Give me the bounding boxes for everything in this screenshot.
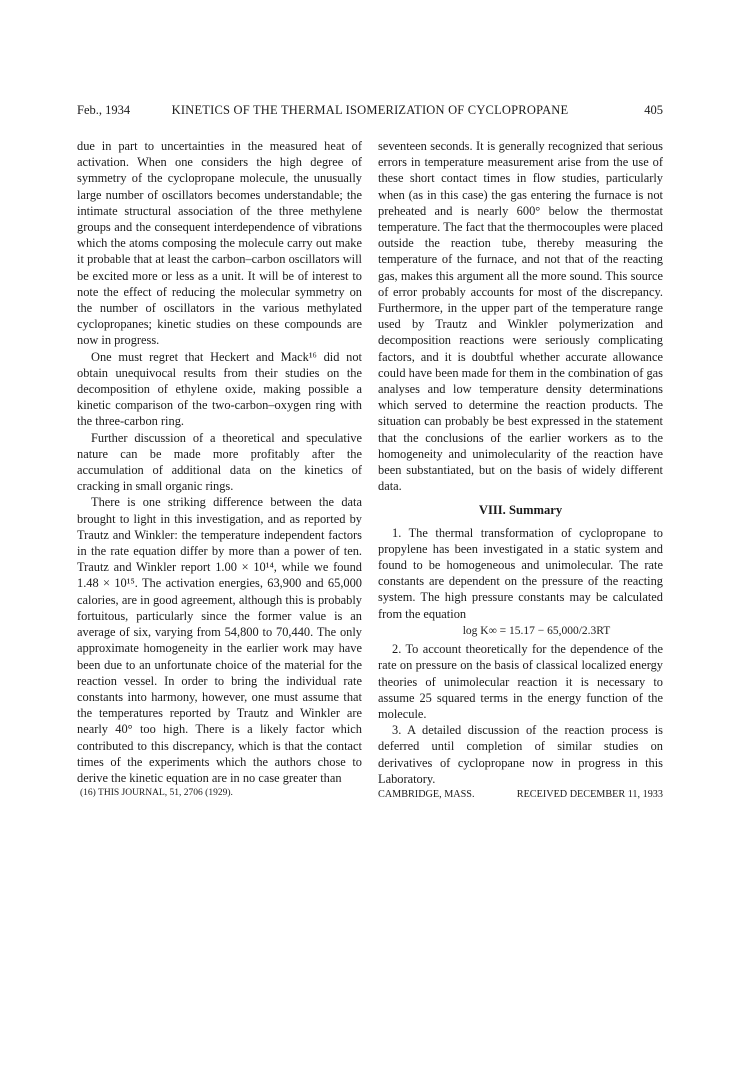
signature-received-date: RECEIVED DECEMBER 11, 1933 <box>516 788 663 800</box>
summary-item-3: 3. A detailed discussion of the reaction process is deferred until completion of similar studies on derivatives of cyclopropane now in progress in this Laboratory. <box>378 723 663 786</box>
left-paragraph-4: There is one striking difference between the data brought to light in this investigation, and as reported by Trautz and Winkler: the temperature independent factors in the rate equation differ by more than a power of ten. Trautz and Winkler report 1.00 × 10¹⁴, while we found 1.48 × 10¹⁵. The activation energies, 63,900 and 65,000 calories, are in good agreement, although this is probably fortuitous, particularly since the former value is an average of six, varying from 54,800 to 70,440. The only approximate homogeneity in the earlier work may have been due to an unfortunate choice of the material for the reaction vessel. In order to bring the individual rate constants into harmony, however, one must assume that the temperatures reported by Trautz and Winkler are nearly 40° too high. There is a likely factor which contributed to this discrepancy, which is that the contact times of the experiments which the authors chose to derive the kinetic equation are in no case greater than <box>77 495 362 785</box>
footnote-16: (16) THIS JOURNAL, 51, 2706 (1929). <box>80 788 233 799</box>
header-title: KINETICS OF THE THERMAL ISOMERIZATION OF CYCLOPROPANE <box>171 103 569 117</box>
section-heading-summary: VIII. Summary <box>478 503 563 518</box>
left-paragraph-1: due in part to uncertainties in the measured heat of activation. When one considers the high degree of symmetry of the cyclopropane molecule, the unusually large number of oscillators becomes understandable; the intimate structural association of the three methylene groups and the consequent interdependence of vibrations which the atoms composing the molecule carry out make it probable that at least the carbon–carbon oscillators will be excited more or less as a unit. It will be of interest to note the effect of reducing the molecular symmetry on the number of oscillators in the various methylated cyclopropanes; kinetic studies on these compounds are now in progress. <box>77 139 362 348</box>
left-paragraph-3: Further discussion of a theoretical and speculative nature can be made more profitably after the accumulation of additional data on the kinetics of cracking in small organic rings. <box>77 430 362 494</box>
summary-item-2: 2. To account theoretically for the dependence of the rate on pressure on the basis of classical localized energy theories of unimolecular reaction it is necessary to assume 25 squared terms in the energy function of the molecule. <box>378 642 663 721</box>
left-paragraph-2: One must regret that Heckert and Mack¹⁶ did not obtain unequivocal results from their studies on the decomposition of ethylene oxide, making possible a kinetic comparison of the two-carbon–oxygen ring with the three-carbon ring. <box>77 349 362 429</box>
page-number: 405 <box>644 103 663 117</box>
right-paragraph-1: seventeen seconds. It is generally recognized that serious errors in temperature measurement arise from the use of these short contact times in flow studies, particularly when (as in this case) the gas entering the furnace is not preheated and is nearly 600° below the thermostat temperature. The fact that the thermocouples were placed outside the reaction tube, thereby measuring the temperature of the furnace, and not that of the reacting gas, makes this argument all the more sound. This source of error probably accounts for most of the discrepancy. Furthermore, in the upper part of the temperature range used by Trautz and Winkler polymerization and decomposition reactions were seriously complicating factors, and it is doubtful whether accurate allowance could have been made for them in the combination of gas analyses and low temperature density determinations which served to determine the reaction products. The situation can probably be best expressed in the statement that the conclusions of the earlier workers as to the homogeneity and unimolecularity of the reaction have been substantiated, but on the basis of widely different data. <box>378 139 663 494</box>
signature-location: CAMBRIDGE, MASS. <box>378 788 475 800</box>
running-header <box>77 103 663 121</box>
summary-item-1: 1. The thermal transformation of cyclopropane to propylene has been investigated in a static system and found to be homogeneous and unimolecular. The rate constants are dependent on the pressure of the reacting system. The high pressure constants may be calculated from the equation <box>378 525 663 621</box>
right-column <box>378 138 663 803</box>
signature-line <box>378 787 663 803</box>
header-date: Feb., 1934 <box>77 103 131 117</box>
rate-equation: log K∞ = 15.17 − 65,000/2.3RT <box>462 624 611 637</box>
left-column <box>77 138 362 800</box>
